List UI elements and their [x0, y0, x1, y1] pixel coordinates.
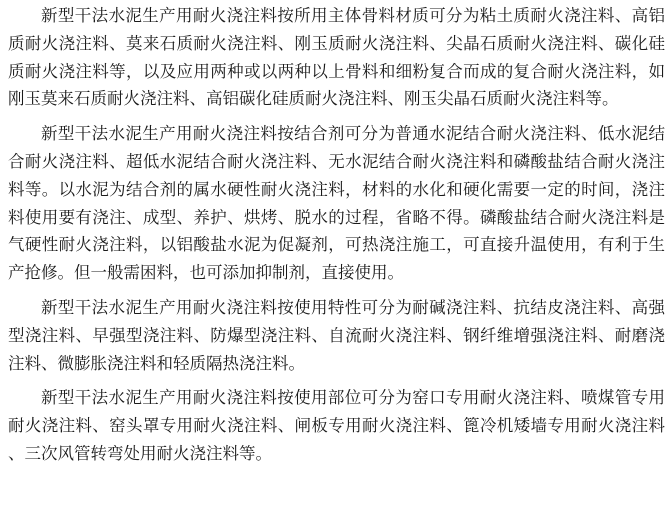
paragraph-property-classification: 新型干法水泥生产用耐火浇注料按使用特性可分为耐碱浇注料、抗结皮浇注料、高强型浇注料、早强型浇注料、防爆型浇注料、自流耐火浇注料、钢纤维增强浇注料、耐磨浇注料、微膨胀浇注料和轻质隔热浇注料。: [8, 297, 665, 373]
paragraph-location-classification: 新型干法水泥生产用耐火浇注料按使用部位可分为窑口专用耐火浇注料、喷煤管专用耐火浇注料、窑头罩专用耐火浇注料、闸板专用耐火浇注料、篦冷机矮墙专用耐火浇注料、三次风管转弯处用耐火浇注料等。: [8, 388, 665, 463]
paragraph-binder-classification: 新型干法水泥生产用耐火浇注料按结合剂可分为普通水泥结合耐火浇注料、低水泥结合耐火浇注料、超低水泥结合耐火浇注料、无水泥结合耐火浇注料和磷酸盐结合耐火浇注料等。以水泥为结合剂的属水硬性耐火浇注料，材料的水化和硬化需要一定的时间，浇注料使用要有浇注、成型、养护、烘烤、脱水的过程，省略不得。磷酸盐结合耐火浇注料是气硬性耐火浇注料，以铝酸盐水泥为促凝剂，可热浇注施工，可直接升温使用，有利于生产抢修。但一般需困料，也可添加抑制剂，直接使用。: [8, 124, 665, 283]
paragraph-aggregate-classification: 新型干法水泥生产用耐火浇注料按所用主体骨料材质可分为粘土质耐火浇注料、高铝质耐火浇注料、莫来石质耐火浇注料、刚玉质耐火浇注料、尖晶石质耐火浇注料、碳化硅质耐火浇注料等，以及应用两种或以两种以上骨料和细粉复合而成的复合耐火浇注料，如刚玉莫来石质耐火浇注料、高铝碳化硅质耐火浇注料、刚玉尖晶石质耐火浇注料等。: [8, 6, 665, 109]
document-body: [8, 2, 665, 468]
